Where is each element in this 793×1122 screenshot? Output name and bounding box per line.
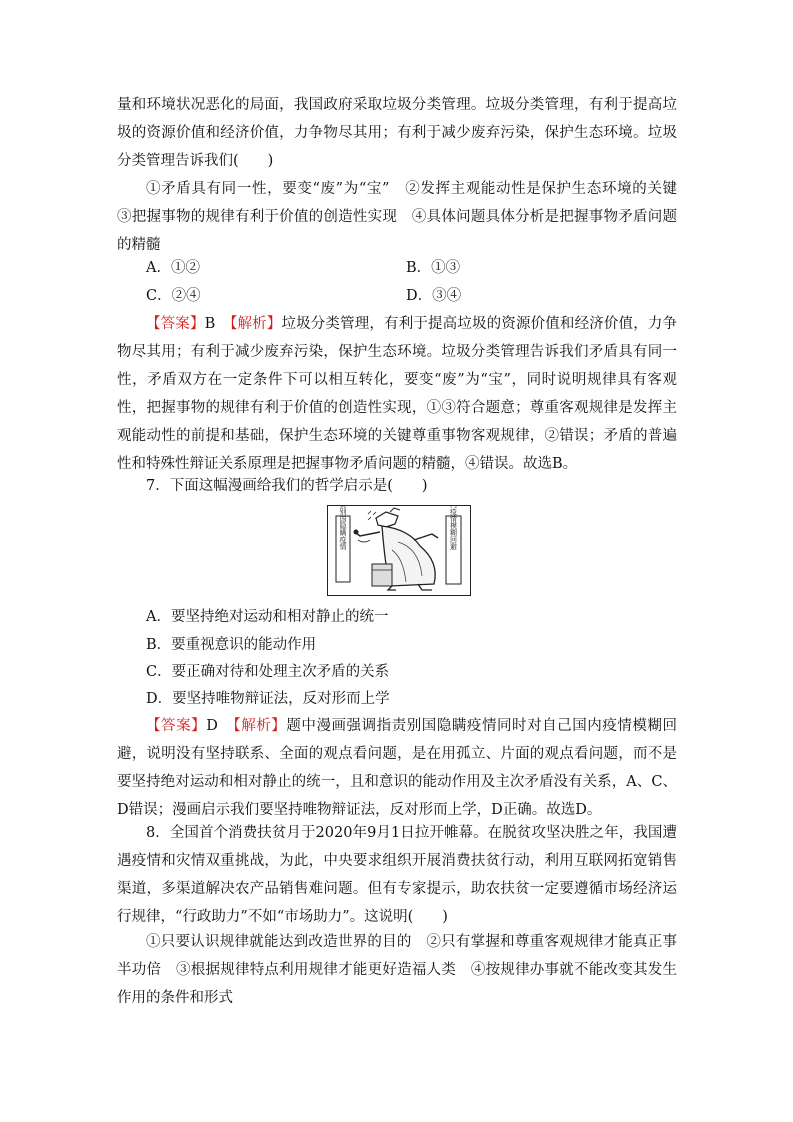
- q7-option-b: B．要重视意识的能动作用: [146, 637, 317, 653]
- q6-answer-tag: 【答案】: [146, 316, 205, 332]
- left-sign-text: 指责别国隐瞒疫情: [339, 506, 347, 550]
- q6-option-d: D．③④: [406, 288, 462, 304]
- q7-answer: D: [206, 718, 218, 734]
- q6-statements: ①矛盾具有同一性，要变“废”为“宝” ②发挥主观能动性是保护生态环境的关键 ③把握事物的规律有利于价值的创造性实现 ④具体问题具体分析是把握事物矛盾问题的精髓: [117, 181, 692, 253]
- q7-question: 7．下面这幅漫画给我们的哲学启示是( ): [146, 478, 428, 494]
- q6-option-a: A．①②: [146, 260, 200, 276]
- right-sign-text: 国内疫情模糊回避: [449, 506, 458, 550]
- q6-option-c: C．②④: [146, 288, 201, 304]
- q7-cartoon-image: [327, 505, 471, 596]
- q7-option-a: A．要坚持绝对运动和相对静止的统一: [146, 609, 389, 625]
- q7-answer-paragraph: [117, 712, 677, 824]
- q6-analysis-tag: 【解析】: [230, 316, 282, 332]
- q7-option-d: D．要坚持唯物辩证法，反对形而上学: [146, 691, 390, 707]
- q6-answer-paragraph: [117, 310, 677, 478]
- q7-option-c: C．要正确对待和处理主次矛盾的关系: [146, 664, 390, 680]
- q6-answer: B: [204, 316, 216, 332]
- q8-question: 8．全国首个消费扶贫月于2020年9月1日拉开帷幕。在脱贫攻坚决胜之年，我国遭遇疫情和灾情双重挑战，为此，中央要求组织开展消费扶贫行动，利用互联网拓宽销售渠道，多渠道解决农产品销售难问题。但有专家提示，助农扶贫一定要遵循市场经济运行规律，“行政助力”不如“市场助力”。这说明( ): [117, 825, 677, 925]
- q6-analysis: 垃圾分类管理，有利于提高垃圾的资源价值和经济价值，力争物尽其用；有利于减少废弃污染，保护生态环境。垃圾分类管理告诉我们矛盾具有同一性，矛盾双方在一定条件下可以相互转化，要变“废”为“宝”，同时说明规律具有客观性，把握事物的规律有利于价值的创造性实现，①③符合题意；尊重客观规律是发挥主观能动性的前提和基础，保护生态环境的关键尊重事物客观规律，②错误；矛盾的普遍性和特殊性辩证关系原理是把握事物矛盾问题的精髓，④错误。故选B。: [117, 316, 678, 472]
- q7-analysis: 题中漫画强调指责别国隐瞒疫情同时对自己国内疫情模糊回避，说明没有坚持联系、全面的观点看问题，是在用孤立、片面的观点看问题，而不是要坚持绝对运动和相对静止的统一，且和意识的能动作用及主次矛盾没有关系，A、C、D错误；漫画启示我们要坚持唯物辩证法，反对形而上学，D正确。故选D。: [117, 718, 678, 818]
- q7-analysis-tag: 【解析】: [233, 718, 287, 734]
- q8-statements: ①只要认识规律就能达到改造世界的目的 ②只有掌握和尊重客观规律才能真正事半功倍 ③根据规律特点利用规律才能更好造福人类 ④按规律办事就不能改变其发生作用的条件和形式: [117, 934, 677, 1006]
- q7-answer-tag: 【答案】: [146, 718, 207, 734]
- q6-option-b: B．①③: [406, 260, 461, 276]
- q6-stem: 量和环境状况恶化的局面，我国政府采取垃圾分类管理。垃圾分类管理，有利于提高垃圾的资源价值和经济价值，力争物尽其用；有利于减少废弃污染，保护生态环境。垃圾分类管理告诉我们( ): [117, 97, 677, 169]
